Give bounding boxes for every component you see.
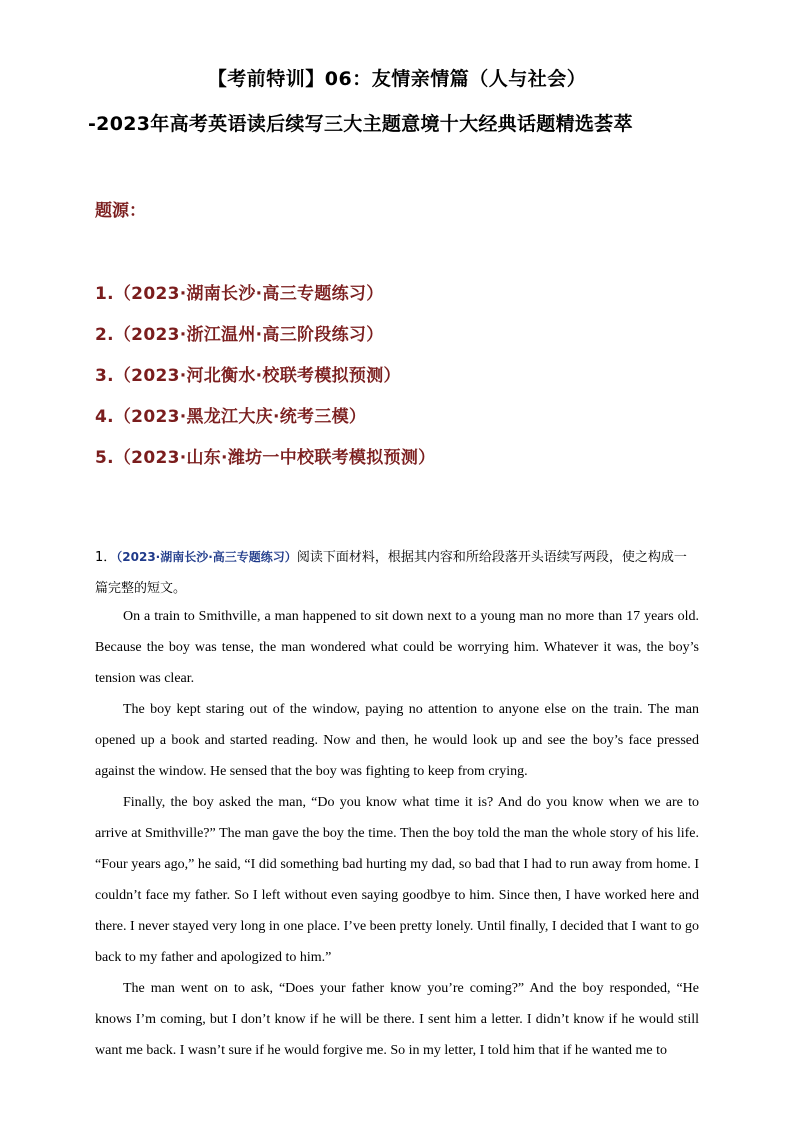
question-instruction bbox=[95, 542, 699, 604]
question-source-tag: （2023·湖南长沙·高三专题练习） bbox=[116, 550, 297, 564]
document-subtitle: -2023年高考英语读后续写三大主题意境十大经典话题精选荟萃 bbox=[88, 113, 633, 135]
question-instruction-text: 阅读下面材料，根据其内容和所给段落开头语续写两段，使之构成一篇完整的短文。 bbox=[95, 550, 687, 596]
question-number: 1． bbox=[95, 550, 117, 565]
passage-paragraph: The man went on to ask, “Does your father know you’re coming?” And the boy responded, “He knows I’m coming, but I don’t know if he will be there. I sent him a letter. I didn’t know if he would still want me back. I wasn’t sure if he would forgive me. So in my letter, I told him that if he wanted me to bbox=[95, 981, 699, 1058]
passage-paragraph: Finally, the boy asked the man, “Do you know what time it is? And do you know when we are to arrive at Smithville?” The man gave the boy the time. Then the boy told the man the whole story of his life. “Four years ago,” he said, “I did something bad hurting my dad, so bad that I had to run away from home. I couldn’t face my father. So I left without even saying goodbye to him. Since then, I have worked here and there. I never stayed very long in one place. I’ve been pretty lonely. Until finally, I decided that I want to go back to my father and apologized to him.” bbox=[95, 795, 699, 965]
source-item: 4.（2023·黑龙江大庆·统考三模） bbox=[95, 407, 367, 427]
source-item: 2.（2023·浙江温州·高三阶段练习） bbox=[95, 325, 384, 345]
document-title: 【考前特训】06：友情亲情篇（人与社会） bbox=[207, 68, 587, 90]
source-item: 3.（2023·河北衡水·校联考模拟预测） bbox=[95, 366, 401, 386]
source-item: 1.（2023·湖南长沙·高三专题练习） bbox=[95, 284, 384, 304]
passage bbox=[95, 601, 699, 1066]
sources-label: 题源： bbox=[95, 201, 146, 221]
source-item: 5.（2023·山东·潍坊一中校联考模拟预测） bbox=[95, 448, 436, 468]
passage-paragraph: On a train to Smithville, a man happened to sit down next to a young man no more than 17 years old. Because the boy was tense, the man wondered what could be worrying him. Whatever it was, the boy’s tension was clear. bbox=[95, 609, 699, 686]
passage-paragraph: The boy kept staring out of the window, paying no attention to anyone else on the train. The man opened up a book and started reading. Now and then, he would look up and see the boy’s face pressed against the window. He sensed that the boy was fighting to keep from crying. bbox=[95, 702, 699, 779]
